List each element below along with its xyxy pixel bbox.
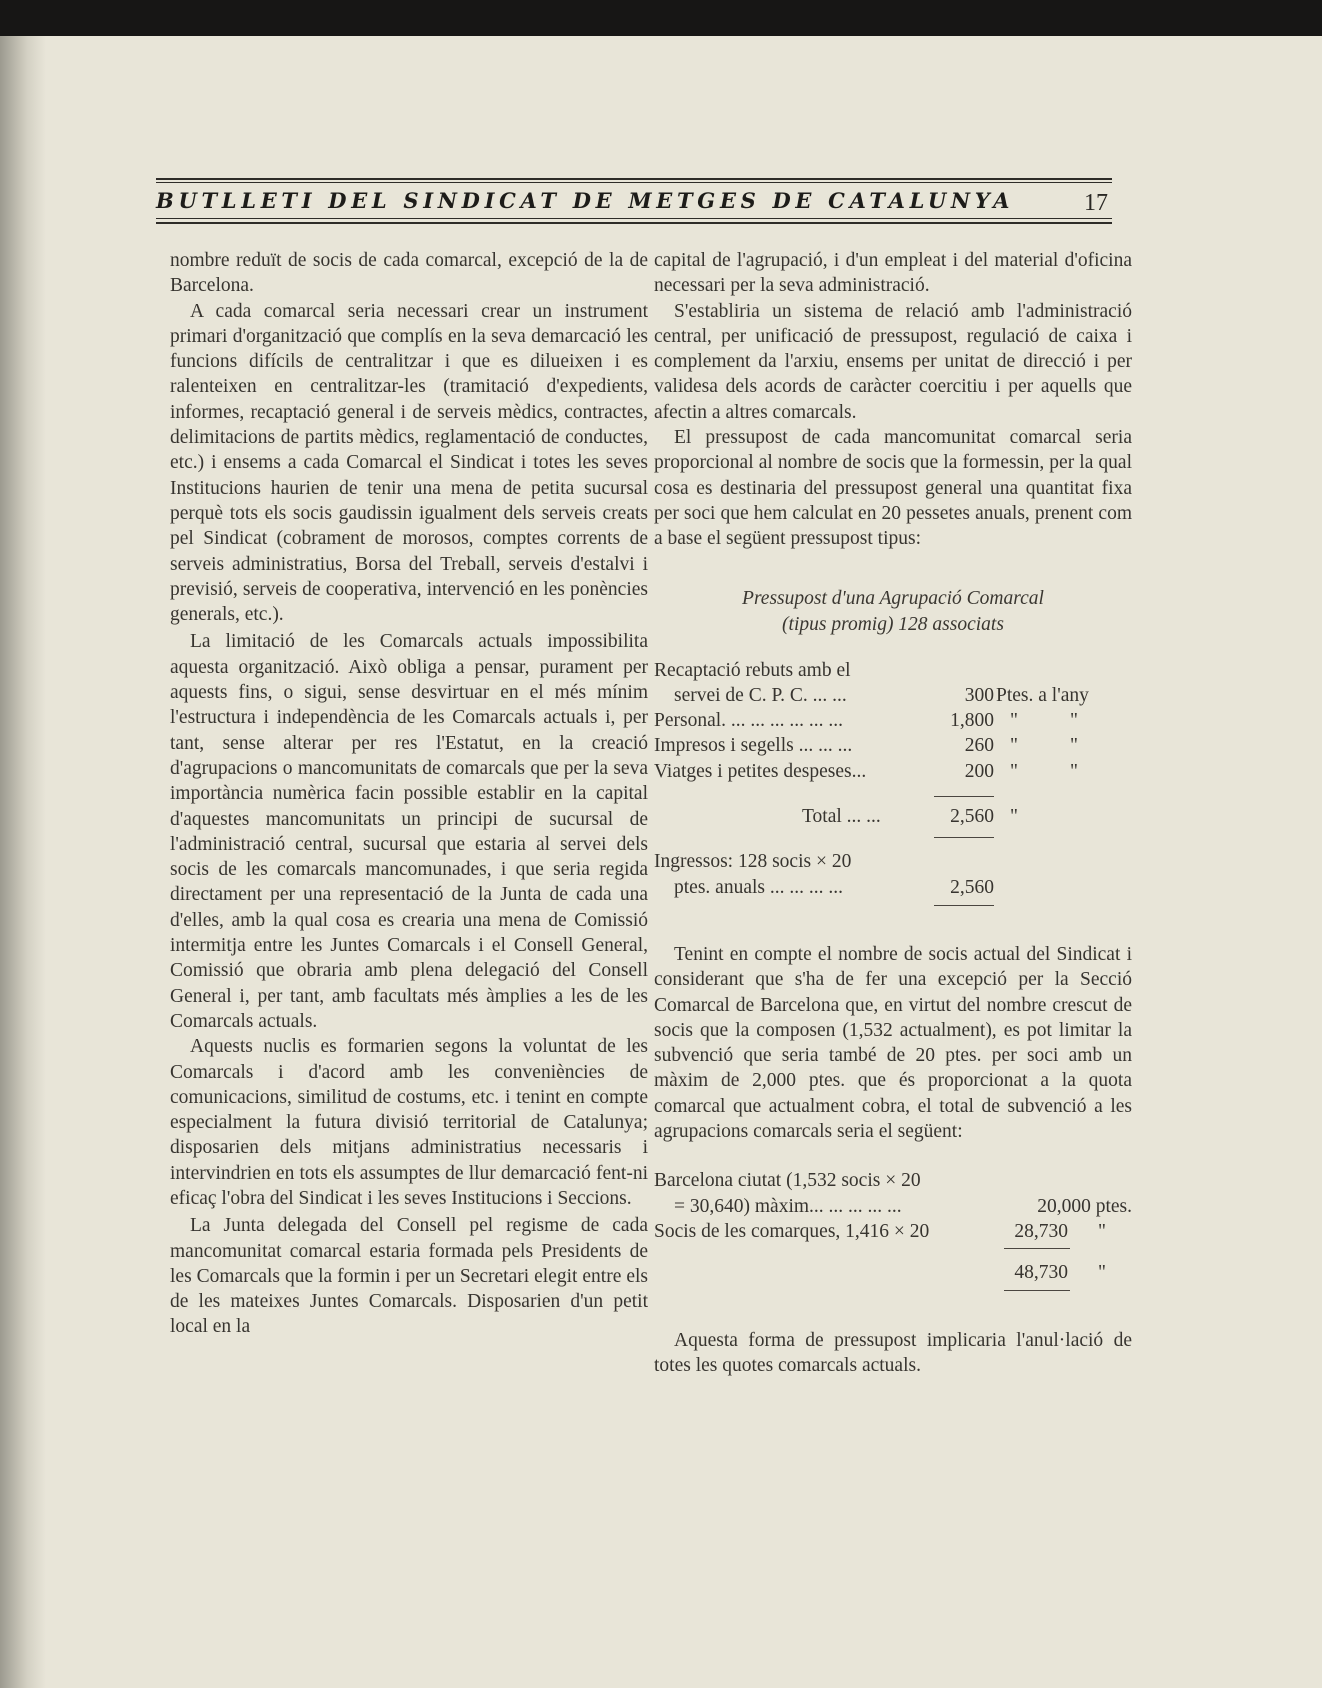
budget-label: Viatges i petites despeses...	[654, 760, 867, 782]
budget-subtitle: (tipus promig) 128 associats	[782, 613, 1004, 635]
paragraph: Tenint en compte el nombre de socis actual del Sindicat i considerant que s'ha de fer una excepció per la Secció Comarcal de Barcelona que, en virtut del nombre crescut de socis que la composen (1,532 actualment), es pot limitar la subvenció que seria també de 20 ptes. per soci amb un màxim de 2,000 ptes. que és proporcionat a la quota comarcal que actualment cobra, el total de subvenció a les agrupacions comarcals seria el següent:	[654, 943, 1132, 1143]
subsidy-label: Barcelona ciutat (1,532 socis × 20	[654, 1170, 921, 1192]
page-edge-shadow	[0, 36, 46, 1688]
budget-amount: 260	[964, 735, 994, 757]
budget-row	[654, 708, 1132, 733]
paragraph: A cada comarcal seria necessari crear un instrument primari d'organització que complís en la seva demarcació les funcions difícils de centralitzar i que es dilueixen i es ralenteixen en centralitzar-les (tramitació d'expedients, informes, recaptació general i de serveis mèdics, contractes, delimitacions de partits mèdics, reglamentació de conductes, etc.) i ensems a cada Comarcal el Sindicat i totes les seves Institucions haurien de tenir una mena de petita sucursal perquè tots els socis gaudissin igualment dels serveis creats pel Sindicat (cobrament de morosos, comptes corrents de serveis administratius, Borsa del Treball, serveis d'estalvi i previsió, serveis de cooperativa, intervenció en les ponències generals, etc.).	[170, 300, 648, 626]
subsidy-amount: 28,730	[1014, 1220, 1068, 1242]
budget-unit: "	[1070, 760, 1078, 782]
subsidy-unit: "	[1098, 1220, 1106, 1242]
budget-unit: "	[1070, 710, 1078, 732]
budget-amount: 2,560	[950, 876, 994, 898]
subsidy-amount: 20,000 ptes.	[1037, 1195, 1132, 1217]
budget-row	[654, 733, 1132, 758]
budget-label: Personal. ... ... ... ... ... ...	[654, 710, 844, 732]
budget-label: Ingressos: 128 socis × 20	[654, 851, 852, 873]
budget-unit: "	[1010, 806, 1018, 828]
page-number: 17	[1084, 190, 1108, 216]
budget-unit: "	[1010, 735, 1018, 757]
paragraph: La Junta delegada del Consell pel regisme de cada mancomunitat comarcal estaria formada pels Presidents de les Comarcals que la formin i per un Secretari elegit entre els de les mateixes Juntes Comarcals. Disposarien d'un petit local en la	[170, 1215, 648, 1338]
subsidy-row	[654, 1219, 1132, 1244]
paragraph: S'establiria un sistema de relació amb l'administració central, per unificació de pressupost, regulació de caixa i complement da l'arxiu, ensems per unitat de direcció i per validesa dels acords de caràcter coercitiu i per aquells que afectin a altres comarcals.	[654, 300, 1132, 423]
budget-amount: 300	[964, 684, 994, 706]
paragraph: nombre reduït de socis de cada comarcal, excepció de la de Barcelona.	[170, 250, 648, 297]
budget-label: Recaptació rebuts amb el	[654, 659, 851, 681]
subsidy-row	[654, 1194, 1132, 1219]
subsidy-table	[654, 1168, 1132, 1295]
paragraph: Aquesta forma de pressupost implicaria l'anul·lació de totes les quotes comarcals actuals.	[654, 1329, 1132, 1376]
budget-heading	[654, 586, 1132, 638]
header-rule-bottom-thin	[156, 218, 1112, 219]
budget-total-row	[654, 804, 1132, 829]
running-header	[156, 138, 1112, 238]
sum-rule	[654, 1286, 1132, 1296]
budget-unit: "	[1010, 760, 1018, 782]
budget-label: Impresos i segells ... ... ...	[654, 735, 853, 757]
budget-row	[654, 683, 1132, 708]
journal-title: BUTLLETI DEL SINDICAT DE METGES DE CATALUNYA	[156, 188, 1015, 213]
document-page	[0, 36, 1322, 1688]
subsidy-total-amount: 48,730	[1014, 1262, 1068, 1284]
budget-income-row	[654, 849, 1132, 874]
header-rule-top-thin	[156, 182, 1112, 183]
paragraph: Aquests nuclis es formarien segons la voluntat de les Comarcals i d'acord amb les conveniències de comunicacions, similitud de costums, etc. i tenint en compte especialment la futura divisió territorial de Catalunya; disposarien dels mitjans administratius necessaris i intervindrien en tots els assumptes de llur demarcació fent-ni eficaç l'obra del Sindicat i les seves Institucions i Seccions.	[170, 1036, 648, 1209]
budget-title: Pressupost d'una Agrupació Comarcal	[742, 587, 1044, 609]
paragraph: La limitació de les Comarcals actuals impossibilita aquesta organització. Això obliga a pensar, purament per aquests fins, o sigui, sense desvirtuar en el més mínim l'estructura i independència de les Comarcals actuals i, per tant, sense alterar per res l'Estatut, en la creació d'agrupacions o mancomunitats de comarcals que per la seva importància numèrica facin possible establir en la capital d'aquestes mancomunitats un principi de sucursal de l'administració central, sucursal que estaria al servei dels socis de les comarcals mancomunades, i que seria regida directament per una representació de la Junta de cada una d'elles, amb la qual cosa es crearia una mena de Comissió intermitja entre les Juntes Comarcals i el Consell General, Comissió que obraria amb plena delegació del Consell General i, per tant, amb facultats més àmplies a les de les Comarcals actuals.	[170, 631, 648, 1032]
budget-unit: "	[1070, 735, 1078, 757]
subsidy-row	[654, 1168, 1132, 1193]
budget-total-label: Total ... ...	[802, 806, 881, 828]
subsidy-label: Socis de les comarques, 1,416 × 20	[654, 1220, 930, 1242]
sum-rule	[654, 900, 1132, 912]
budget-table	[654, 658, 1132, 912]
budget-label: servei de C. P. C. ... ...	[674, 684, 847, 706]
subsidy-total-row	[654, 1260, 1132, 1285]
subsidy-unit: "	[1098, 1262, 1106, 1284]
budget-unit: "	[1010, 710, 1018, 732]
budget-amount: 200	[964, 760, 994, 782]
header-rule-top	[156, 178, 1112, 180]
budget-amount: 1,800	[950, 710, 994, 732]
budget-row	[654, 658, 1132, 683]
sum-rule	[654, 829, 1132, 849]
header-rule-bottom	[156, 222, 1112, 224]
budget-label: ptes. anuals ... ... ... ...	[674, 876, 843, 898]
sum-rule	[654, 1244, 1132, 1254]
budget-total-amount: 2,560	[950, 806, 994, 828]
budget-income-row	[654, 875, 1132, 900]
right-column	[654, 248, 1132, 1378]
paragraph: capital de l'agrupació, i d'un empleat i del material d'oficina necessari per la seva administració.	[654, 250, 1132, 297]
left-column	[170, 248, 648, 1340]
subsidy-label: = 30,640) màxim... ... ... ... ...	[674, 1195, 902, 1217]
budget-row	[654, 759, 1132, 784]
sum-rule	[654, 784, 1132, 804]
paragraph: El pressupost de cada mancomunitat comarcal seria proporcional al nombre de socis que la formessin, per la qual cosa es destinaria del pressupost general una quantitat fixa per soci que hem calculat en 20 pessetes anuals, prenent com a base el següent pressupost tipus:	[654, 427, 1132, 550]
budget-unit: Ptes. a l'any	[996, 684, 1089, 706]
